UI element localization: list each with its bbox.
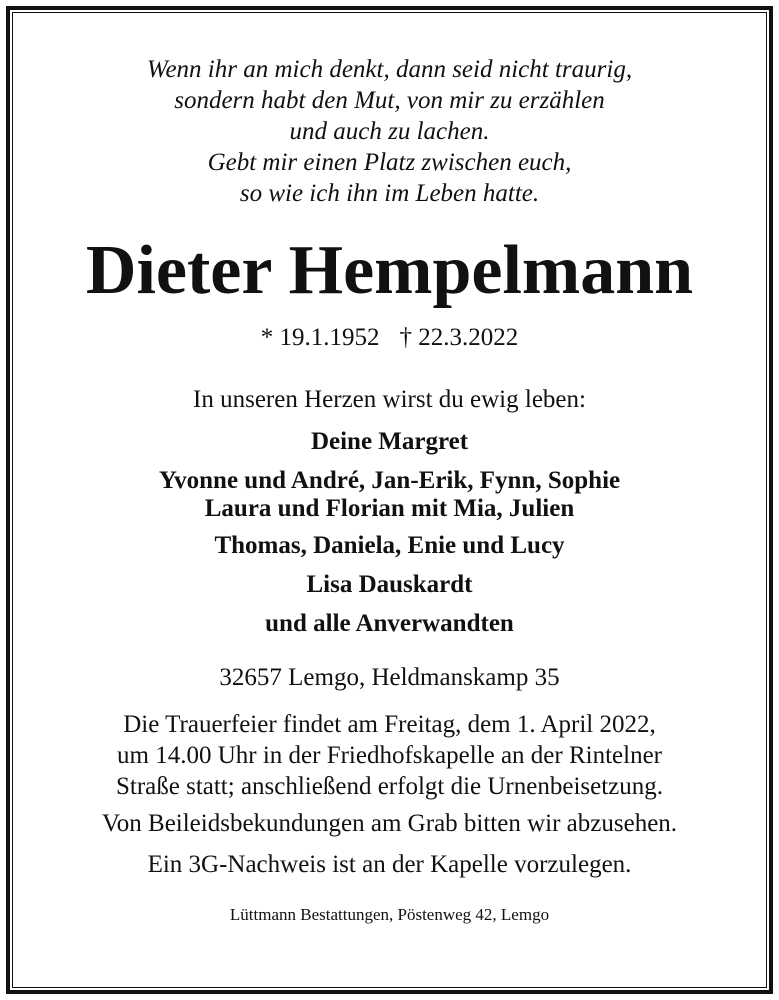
mourner-line: Lisa Dauskardt <box>306 571 473 598</box>
mourner-line: Thomas, Daniela, Enie und Lucy <box>214 532 565 559</box>
birth-date: * 19.1.1952 <box>260 324 380 351</box>
mourner-line: Laura und Florian mit Mia, Julien <box>204 495 575 522</box>
funeral-details-line: Straße statt; anschließend erfolgt die Urnenbeisetzung. <box>115 773 664 800</box>
mourner-line: Yvonne und André, Jan-Erik, Fynn, Sophie <box>158 467 621 494</box>
funeral-details <box>18 709 761 802</box>
deceased-name: Dieter Hempelmann <box>85 232 694 309</box>
funeral-details-line: Die Trauerfeier findet am Freitag, dem 1. April 2022, <box>123 711 656 738</box>
obituary-notice <box>18 18 761 926</box>
memorial-poem <box>18 54 761 209</box>
poem-line: Wenn ihr an mich denkt, dann seid nicht traurig, <box>146 56 633 83</box>
poem-line: Gebt mir einen Platz zwischen euch, <box>207 149 572 176</box>
undertaker-info: Lüttmann Bestattungen, Pöstenweg 42, Lemgo <box>229 905 550 924</box>
family-address: 32657 Lemgo, Heldmanskamp 35 <box>219 664 560 691</box>
condolence-request: Von Beileidsbekundungen am Grab bitten wir abzusehen. <box>101 810 678 837</box>
funeral-details-line: um 14.00 Uhr in der Friedhofskapelle an der Rintelner <box>117 742 662 769</box>
life-dates <box>18 323 761 353</box>
intro-line: In unseren Herzen wirst du ewig leben: <box>193 386 586 413</box>
poem-line: und auch zu lachen. <box>289 118 490 145</box>
poem-line: so wie ich ihn im Leben hatte. <box>239 180 540 207</box>
mourner-line: Deine Margret <box>310 428 469 455</box>
death-date: † 22.3.2022 <box>399 324 519 351</box>
covid-notice: Ein 3G-Nachweis ist an der Kapelle vorzulegen. <box>147 851 632 878</box>
mourner-line: und alle Anverwandten <box>265 610 514 637</box>
poem-line: sondern habt den Mut, von mir zu erzählen <box>174 87 605 114</box>
mourners-list <box>18 427 761 639</box>
